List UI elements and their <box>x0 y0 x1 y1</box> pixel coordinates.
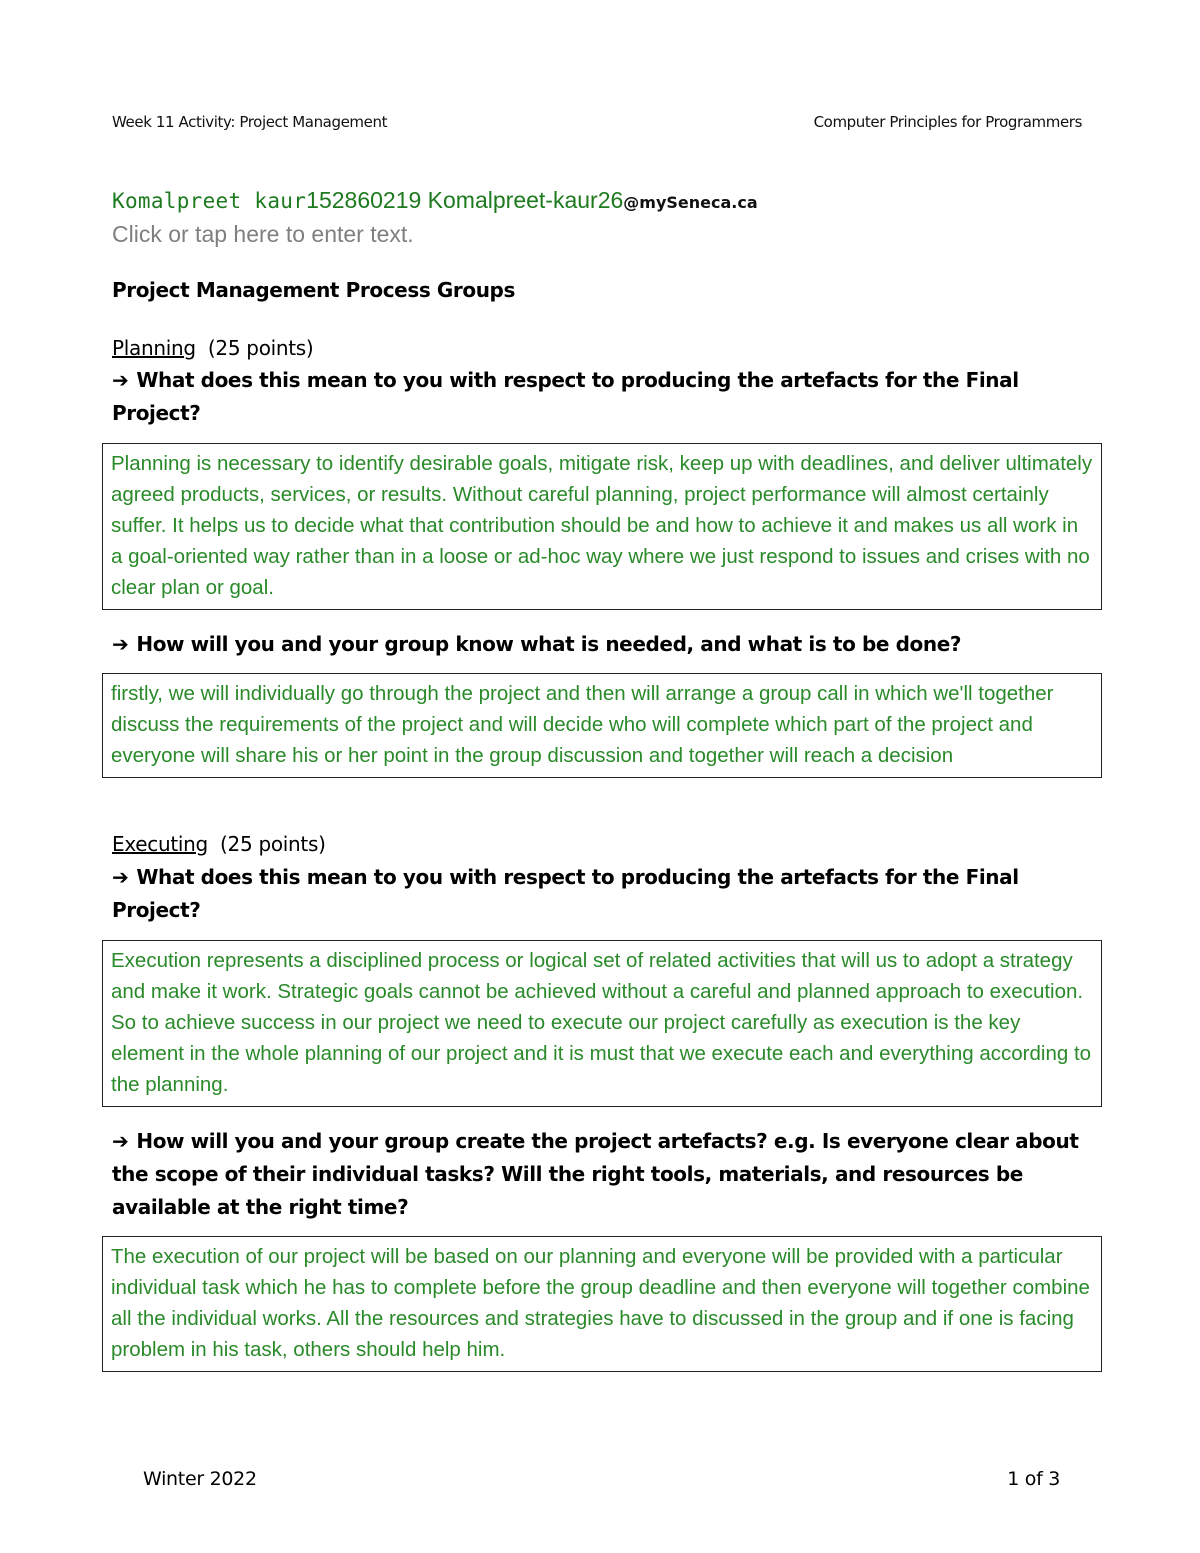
section-title-planning <box>112 336 313 360</box>
question-executing-1 <box>112 861 1102 927</box>
page-title: Project Management Process Groups <box>112 278 515 302</box>
header-left: Week 11 Activity: Project Management <box>112 113 388 131</box>
right-arrow-icon: ➔ <box>112 1129 129 1153</box>
question-planning-2 <box>112 628 1102 661</box>
question-text: How will you and your group know what is needed, and what is to be done? <box>136 632 962 656</box>
question-text: What does this mean to you with respect to producing the artefacts for the Final Project? <box>112 368 1019 425</box>
right-arrow-icon: ➔ <box>112 368 129 392</box>
student-id-email: 152860219 Komalpreet-kaur26 <box>306 187 624 213</box>
question-planning-1 <box>112 364 1102 430</box>
question-text: How will you and your group create the project artefacts? e.g. Is everyone clear about the scope of their individual tasks? Will the right tools, materials, and resources be available at the right time? <box>112 1129 1079 1219</box>
section-name: Planning <box>112 336 196 360</box>
section-title-executing <box>112 832 326 856</box>
text-placeholder-field[interactable]: Click or tap here to enter text. <box>112 221 414 247</box>
right-arrow-icon: ➔ <box>112 632 129 656</box>
answer-box-executing-2[interactable]: The execution of our project will be based on our planning and everyone will be provided with a particular individual task which he has to complete before the group deadline and then everyone will together combine all the individual works. All the resources and strategies have to discussed in the group and if one is facing problem in his task, others should help him. <box>102 1236 1102 1372</box>
answer-box-planning-1[interactable]: Planning is necessary to identify desirable goals, mitigate risk, keep up with deadlines, and deliver ultimately agreed products, services, or results. Without careful planning, project performance will almost certainly suffer. It helps us to decide what that contribution should be and how to achieve it and makes us all work in a goal-oriented way rather than in a loose or ad-hoc way where we just respond to issues and crises with no clear plan or goal. <box>102 443 1102 610</box>
section-name: Executing <box>112 832 208 856</box>
student-name: Komalpreet kaur <box>112 189 307 213</box>
email-domain: @mySeneca.ca <box>623 193 758 212</box>
answer-box-executing-1[interactable]: Execution represents a disciplined process or logical set of related activities that will us to adopt a strategy and make it work. Strategic goals cannot be achieved without a careful and planned approach to execution. So to achieve success in our project we need to execute our project carefully as execution is the key element in the whole planning of our project and it is must that we execute each and everything according to the planning. <box>102 940 1102 1107</box>
footer-page-number: 1 of 3 <box>1007 1468 1060 1490</box>
footer-term: Winter 2022 <box>143 1468 257 1490</box>
right-arrow-icon: ➔ <box>112 865 129 889</box>
header-right: Computer Principles for Programmers <box>813 113 1082 131</box>
section-points: (25 points) <box>207 336 314 360</box>
student-info-line <box>112 187 758 214</box>
section-points: (25 points) <box>220 832 326 856</box>
question-text: What does this mean to you with respect to producing the artefacts for the Final Project? <box>112 865 1019 922</box>
answer-box-planning-2[interactable]: firstly, we will individually go through the project and then will arrange a group call in which we'll together discuss the requirements of the project and will decide who will complete which part of the project and everyone will share his or her point in the group discussion and together will reach a decision <box>102 673 1102 778</box>
question-executing-2 <box>112 1125 1102 1224</box>
